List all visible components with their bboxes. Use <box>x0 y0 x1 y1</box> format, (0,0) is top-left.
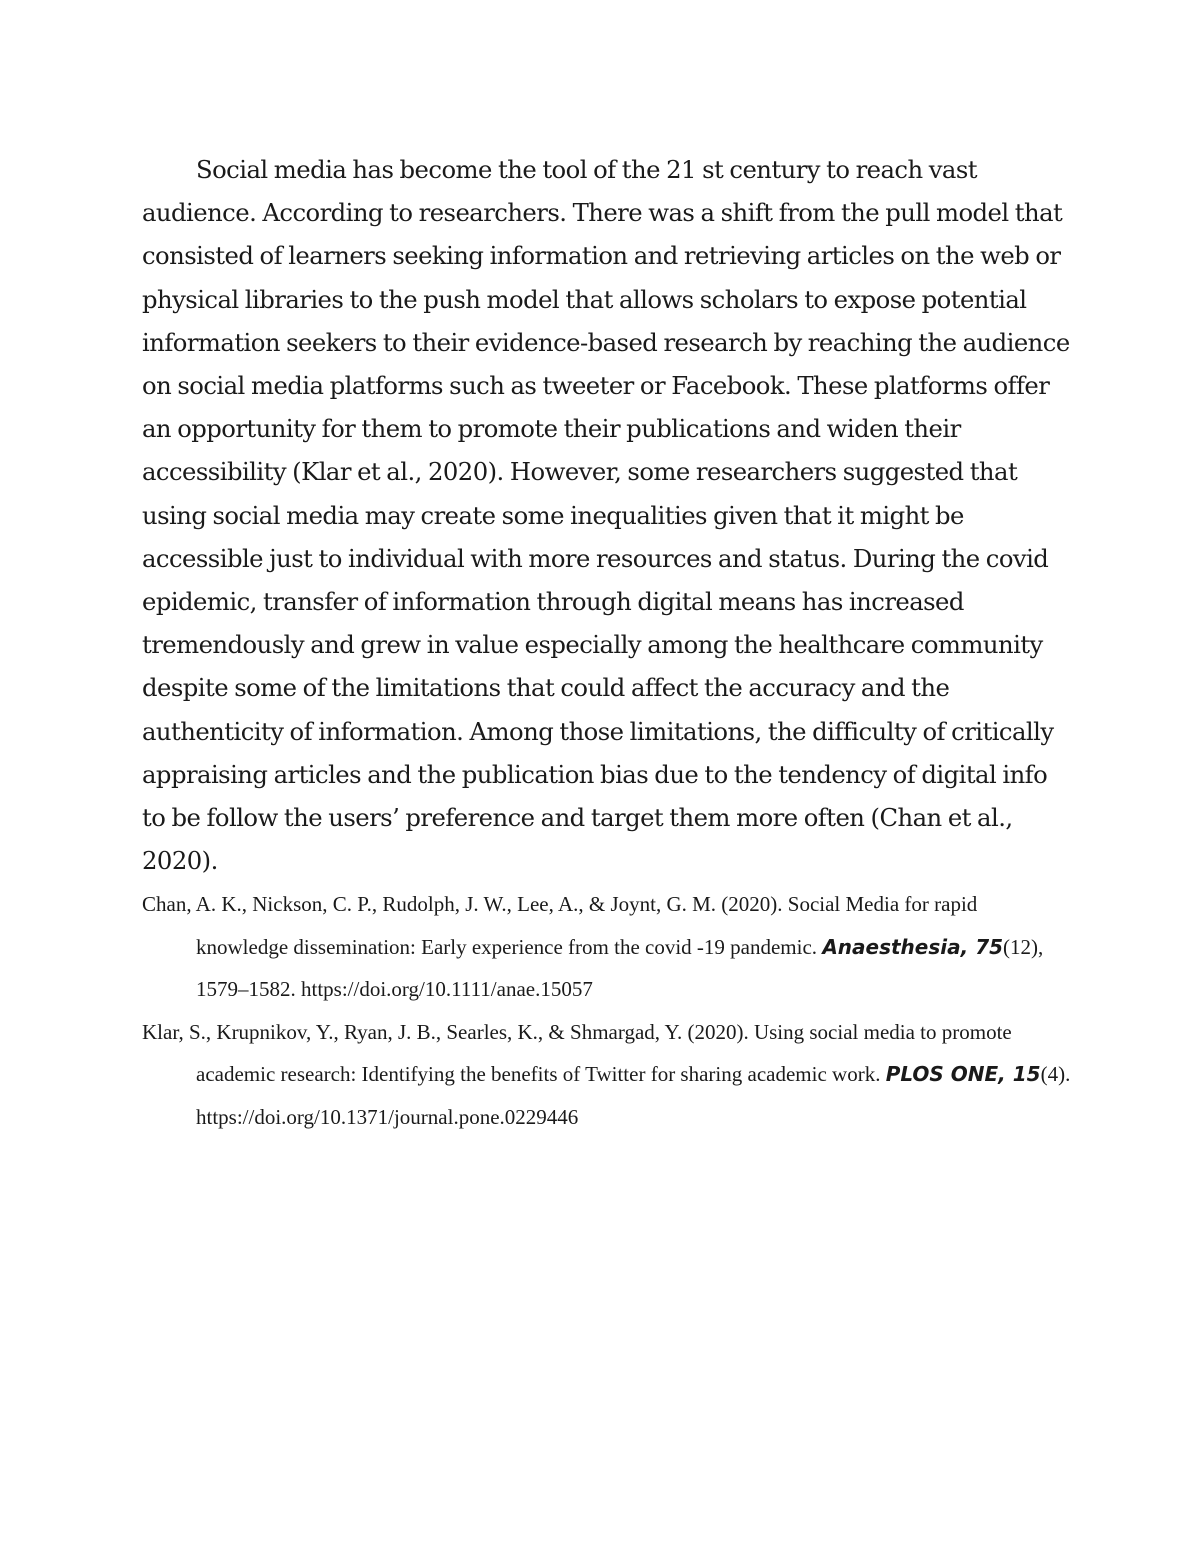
journal-title: Anaesthesia <box>822 934 961 959</box>
reference-separator: , <box>960 934 976 959</box>
body-paragraph: Social media has become the tool of the 21 st century to reach vast audience. According to researchers. There was a shift from the pull model that consisted of learners seeking information and retrieving articles on the web or physical libraries to the push model that allows scholars to expose potential information seekers to their evidence-based research by reaching the audience on social media platforms such as tweeter or Facebook. These platforms offer an opportunity for them to promote their publications and widen their accessibility (Klar et al., 2020). However, some researchers suggested that using social media may create some inequalities given that it might be accessible just to individual with more resources and status. During the covid epidemic, transfer of information through digital means has increased tremendously and grew in value especially among the healthcare community despite some of the limitations that could affect the accuracy and the authenticity of information. Among those limitations, the difficulty of critically appraising articles and the publication bias due to the tendency of digital info to be follow the users’ preference and target them more often (Chan et al., 2020). <box>142 155 1070 876</box>
reference-separator: , <box>998 1062 1013 1086</box>
reference-text: (4). https://doi.org/10.1371/journal.pone.0229446 <box>196 1062 1071 1129</box>
reference-text: Chan, A. K., Nickson, C. P., Rudolph, J. W., Lee, A., & Joynt, G. M. (2020). Social Media for rapid knowledge dissemination: Early experience from the covid -19 pandemic. <box>142 892 978 959</box>
reference-text: (12), 1579–1582. https://doi.org/10.1111/anae.15057 <box>196 934 1044 1001</box>
reference-entry-klar <box>142 1011 1072 1139</box>
reference-list <box>142 883 1072 1138</box>
reference-text: Klar, S., Krupnikov, Y., Ryan, J. B., Searles, K., & Shmargad, Y. (2020). Using social media to promote academic research: Identifying the benefits of Twitter for sharing academic work. <box>142 1019 1012 1086</box>
reference-entry-chan <box>142 883 1072 1011</box>
journal-volume: 75 <box>975 934 1004 959</box>
journal-volume: 15 <box>1012 1062 1041 1086</box>
journal-title: PLOS ONE <box>885 1062 999 1086</box>
